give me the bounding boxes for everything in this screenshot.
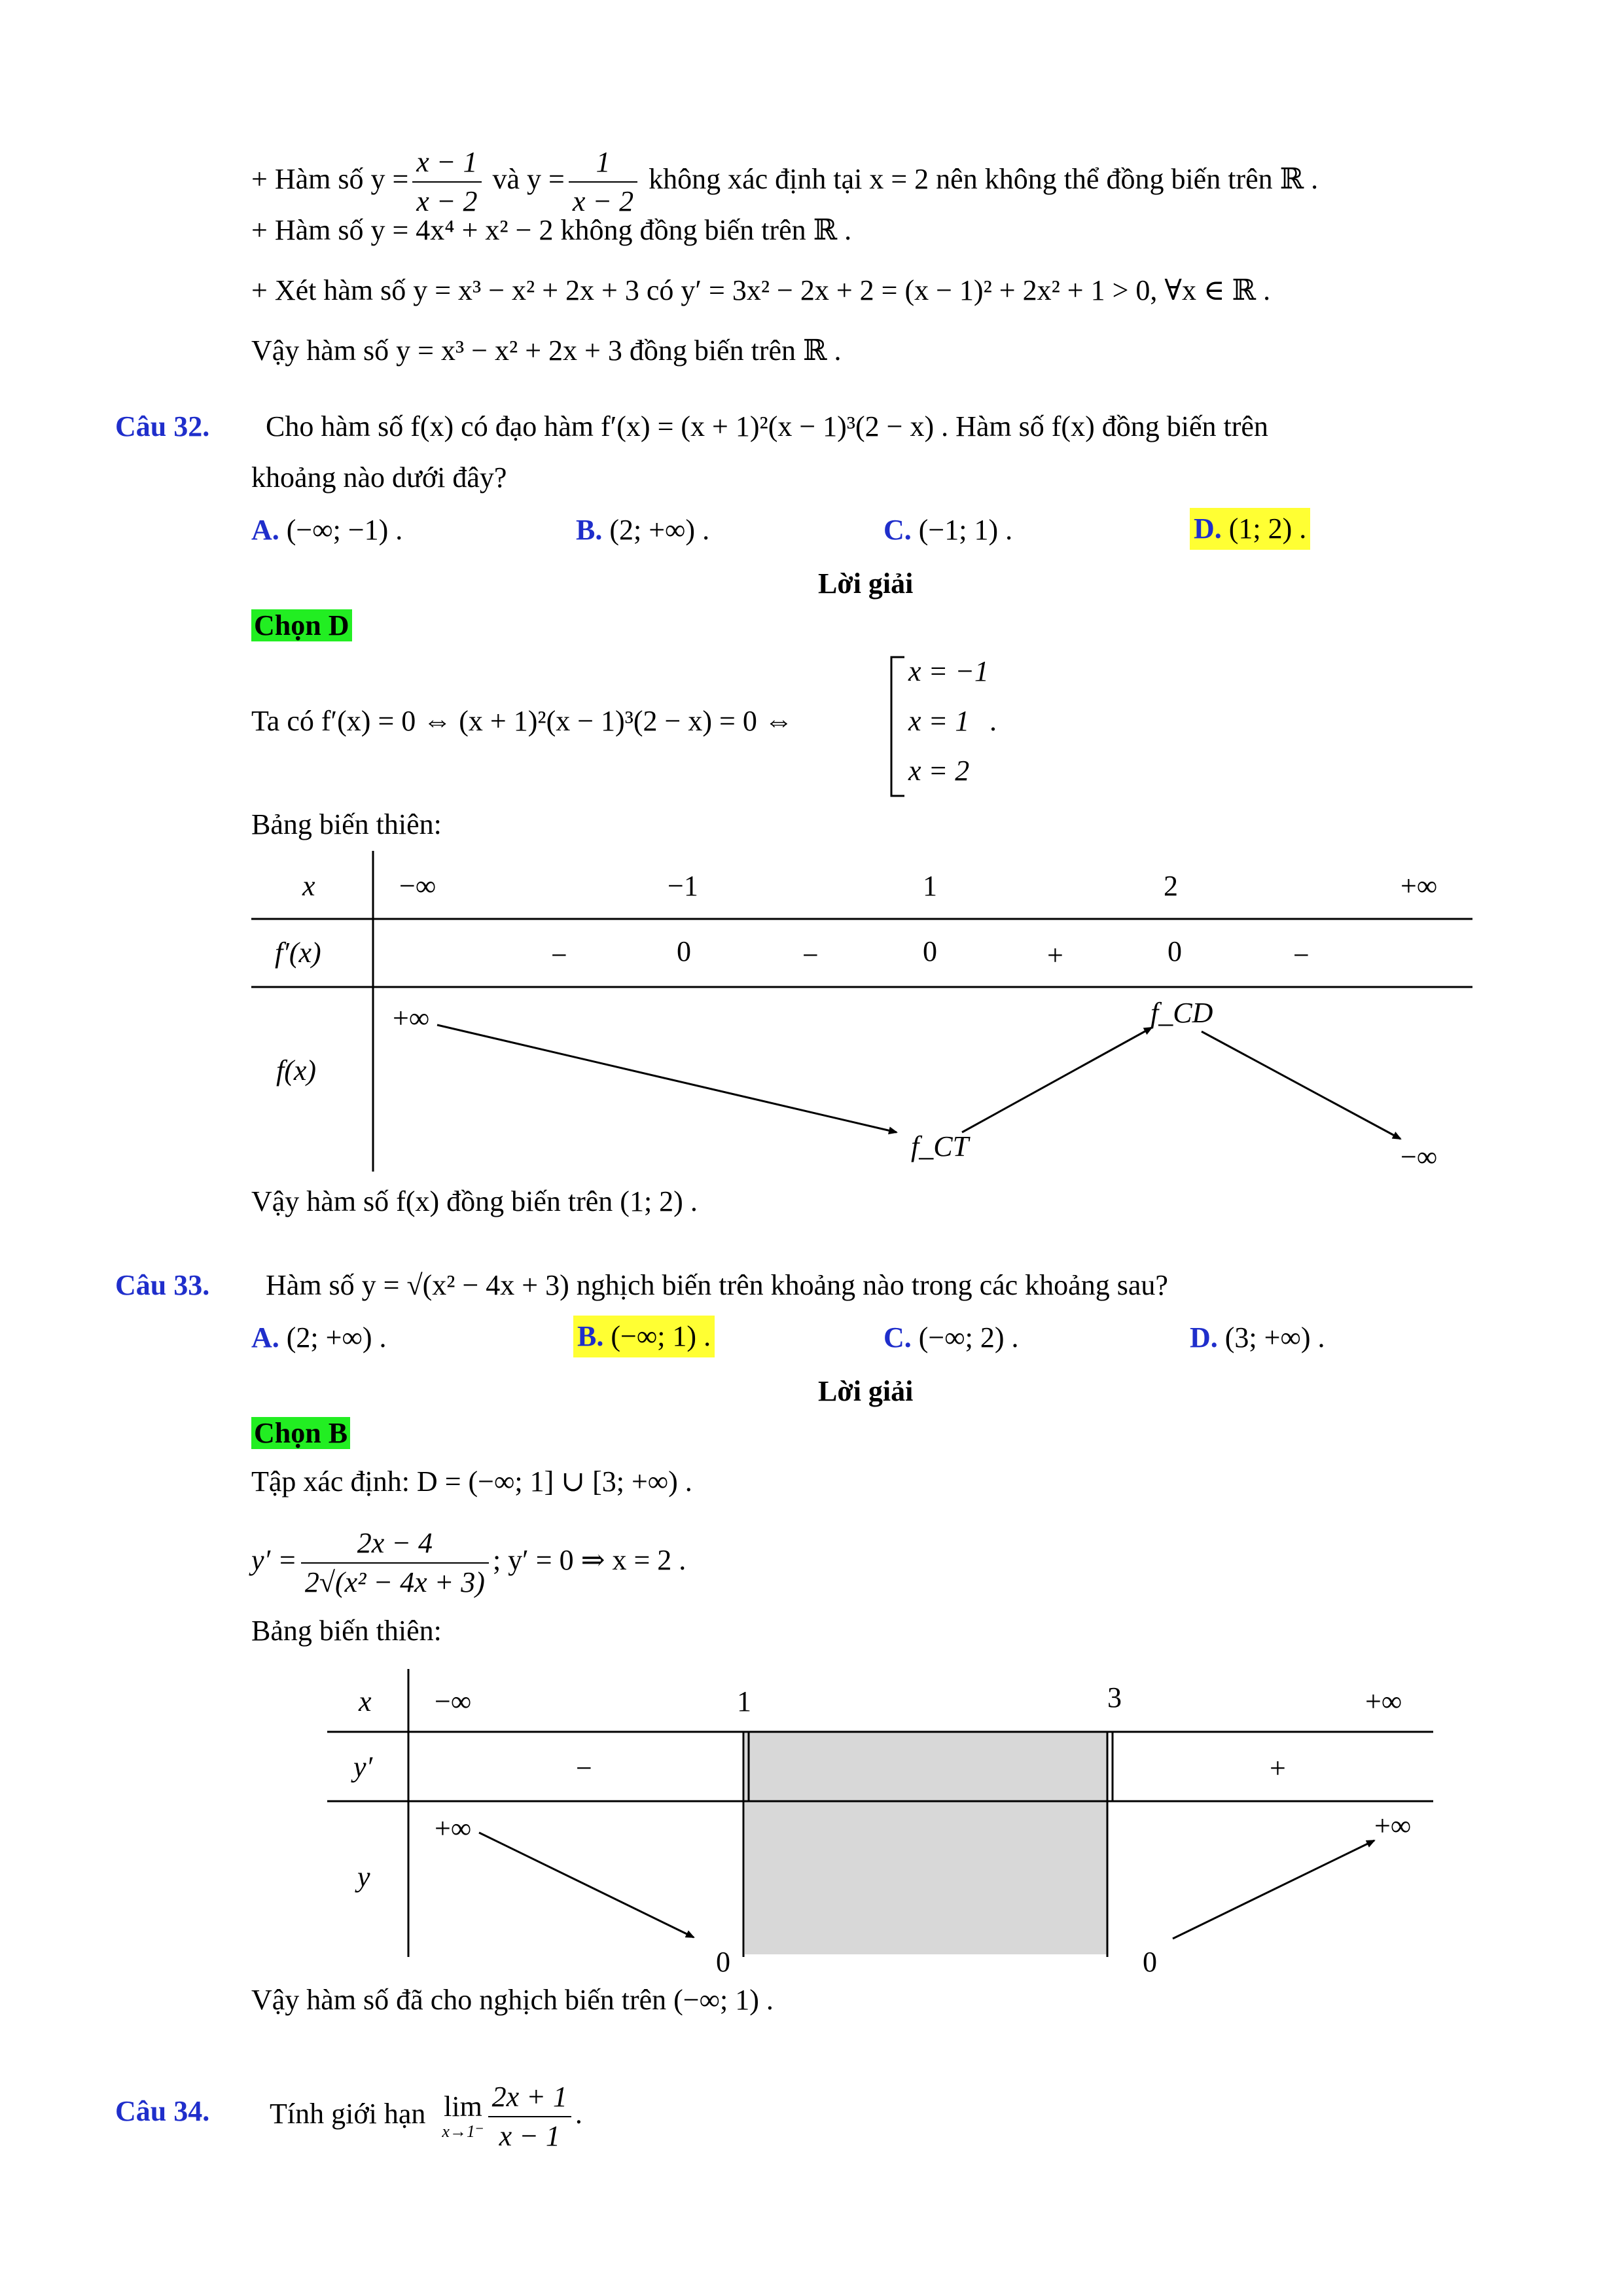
q33-option-b-value: (−∞; 1) . bbox=[611, 1320, 711, 1352]
t2-sign-1: + bbox=[1270, 1752, 1286, 1784]
t2-arrow-down bbox=[479, 1833, 694, 1937]
deriv-rest: ; y′ = 0 ⇒ x = 2 . bbox=[492, 1544, 687, 1576]
t2-y-2: 0 bbox=[1143, 1946, 1157, 1978]
t2-y-1: 0 bbox=[716, 1946, 730, 1978]
t1-row-f: f(x) bbox=[276, 1054, 317, 1086]
q34-fraction bbox=[488, 2078, 571, 2155]
q33-table-title: Bảng biến thiên: bbox=[251, 1615, 442, 1647]
question-33-label: Câu 33. bbox=[115, 1269, 210, 1301]
question-32-text-2: khoảng nào dưới đây? bbox=[251, 461, 507, 493]
deriv-lhs: y′ = bbox=[251, 1544, 297, 1576]
t2-x-2: 3 bbox=[1107, 1681, 1122, 1713]
question-32-text: Cho hàm số f(x) có đạo hàm f′(x) = (x + 1)²(x − 1)³(2 − x) . Hàm số f(x) đồng biến trên bbox=[266, 410, 1268, 442]
t1-x-0: −∞ bbox=[399, 870, 437, 902]
q33-solution-title: Lời giải bbox=[818, 1375, 914, 1407]
root-3: x = 2 bbox=[908, 755, 970, 787]
t1-x-3: 2 bbox=[1164, 870, 1178, 902]
t1-f-3: −∞ bbox=[1400, 1141, 1438, 1173]
t1-f-0: +∞ bbox=[393, 1002, 430, 1034]
question-34-label: Câu 34. bbox=[115, 2095, 210, 2127]
t2-x-0: −∞ bbox=[435, 1685, 472, 1717]
t2-row-x: x bbox=[359, 1685, 372, 1717]
sol31-line1-a: + Hàm số y = bbox=[251, 163, 409, 195]
q33-option-d-key: D. bbox=[1190, 1321, 1218, 1354]
t2-y-3: +∞ bbox=[1374, 1810, 1412, 1842]
roots-period: . bbox=[990, 705, 997, 737]
q34-frac-num: 2x + 1 bbox=[488, 2078, 571, 2117]
q33-domain: Tập xác định: D = (−∞; 1] ∪ [3; +∞) . bbox=[251, 1465, 692, 1498]
q32-solution-title: Lời giải bbox=[818, 567, 914, 600]
t1-sign-4: + bbox=[1047, 939, 1063, 971]
t1-f-2: f_CD bbox=[1150, 997, 1213, 1029]
q32-option-d-value: (1; 2) . bbox=[1228, 512, 1307, 545]
t1-sign-1: 0 bbox=[677, 935, 691, 967]
q33-option-c-key: C. bbox=[883, 1321, 912, 1354]
t2-row-y: y bbox=[357, 1861, 370, 1893]
limit-expression bbox=[442, 2092, 484, 2142]
q32-option-b-value: (2; +∞) . bbox=[609, 514, 710, 546]
q32-option-a-key: A. bbox=[251, 514, 279, 546]
t1-sign-5: 0 bbox=[1168, 935, 1182, 967]
t2-y-0: +∞ bbox=[435, 1812, 472, 1844]
t1-x-4: +∞ bbox=[1400, 870, 1438, 902]
sol31-line2: + Hàm số y = 4x⁴ + x² − 2 không đồng biến trên ℝ . bbox=[251, 214, 852, 246]
undefined-region bbox=[745, 1732, 1108, 1954]
q33-conclusion: Vậy hàm số đã cho nghịch biến trên (−∞; 1) . bbox=[251, 1984, 774, 2016]
sol31-line1-b: và y = bbox=[485, 163, 565, 195]
fraction-1-num: x − 1 bbox=[412, 143, 481, 183]
t1-sign-0: − bbox=[551, 939, 567, 971]
root-1: x = −1 bbox=[908, 655, 989, 687]
fraction-2-num: 1 bbox=[569, 143, 637, 183]
q33-option-a-key: A. bbox=[251, 1321, 279, 1354]
limit-word: lim bbox=[444, 2090, 482, 2123]
t1-sign-6: − bbox=[1293, 939, 1310, 971]
q33-option-b-key: B. bbox=[577, 1320, 604, 1352]
fraction-1-den: x − 2 bbox=[416, 185, 478, 217]
t1-x-2: 1 bbox=[923, 870, 937, 902]
root-2: x = 1 bbox=[908, 705, 970, 737]
sol31-line1-c: không xác định tại x = 2 nên không thể đồng biến trên ℝ . bbox=[641, 163, 1319, 195]
q32-option-d-key: D. bbox=[1194, 512, 1222, 545]
q32-conclusion: Vậy hàm số f(x) đồng biến trên (1; 2) . bbox=[251, 1185, 698, 1217]
question-32-label: Câu 32. bbox=[115, 410, 210, 442]
q33-option-a-value: (2; +∞) . bbox=[286, 1321, 387, 1354]
t2-x-3: +∞ bbox=[1365, 1685, 1402, 1717]
limit-subscript: x→1⁻ bbox=[442, 2121, 484, 2141]
t2-row-yp: y′ bbox=[353, 1751, 373, 1783]
q33-option-c-value: (−∞; 2) . bbox=[918, 1321, 1019, 1354]
t2-sign-0: − bbox=[576, 1752, 592, 1784]
t1-f-1: f_CT bbox=[911, 1130, 969, 1162]
q32-option-a-value: (−∞; −1) . bbox=[286, 514, 403, 546]
q33-option-d-value: (3; +∞) . bbox=[1224, 1321, 1325, 1354]
sol31-line4: Vậy hàm số y = x³ − x² + 2x + 3 đồng biến trên ℝ . bbox=[251, 334, 842, 367]
q32-option-c-value: (−1; 1) . bbox=[918, 514, 1013, 546]
t1-x-1: −1 bbox=[668, 870, 698, 902]
q32-chosen-label: Chọn D bbox=[251, 609, 352, 641]
q34-text: Tính giới hạn bbox=[270, 2098, 426, 2130]
q32-table-title: Bảng biến thiên: bbox=[251, 808, 442, 840]
q32-step1: Ta có f′(x) = 0 ⇔ (x + 1)²(x − 1)³(2 − x) = 0 ⇔ bbox=[251, 705, 793, 737]
sol31-line3: + Xét hàm số y = x³ − x² + 2x + 3 có y′ = 3x² − 2x + 2 = (x − 1)² + 2x² + 1 > 0, ∀x ∈ ℝ . bbox=[251, 274, 1271, 306]
deriv-den: 2√(x² − 4x + 3) bbox=[304, 1566, 485, 1598]
t1-row-x: x bbox=[302, 870, 315, 902]
t1-row-fp: f′(x) bbox=[275, 937, 321, 969]
question-33-text: Hàm số y = √(x² − 4x + 3) nghịch biến trên khoảng nào trong các khoảng sau? bbox=[266, 1269, 1168, 1301]
t2-x-1: 1 bbox=[737, 1685, 751, 1717]
q32-option-c-key: C. bbox=[883, 514, 912, 546]
deriv-num: 2x − 4 bbox=[301, 1524, 489, 1564]
q32-option-b-key: B. bbox=[576, 514, 603, 546]
q34-end: . bbox=[575, 2098, 582, 2130]
q34-frac-den: x − 1 bbox=[499, 2119, 560, 2152]
t1-sign-2: − bbox=[802, 939, 819, 971]
t2-arrow-up bbox=[1173, 1840, 1374, 1939]
fraction-2-den: x − 2 bbox=[572, 185, 634, 217]
question-34-text bbox=[270, 2071, 582, 2157]
t1-sign-3: 0 bbox=[923, 935, 937, 967]
q33-chosen-label: Chọn B bbox=[251, 1417, 350, 1449]
